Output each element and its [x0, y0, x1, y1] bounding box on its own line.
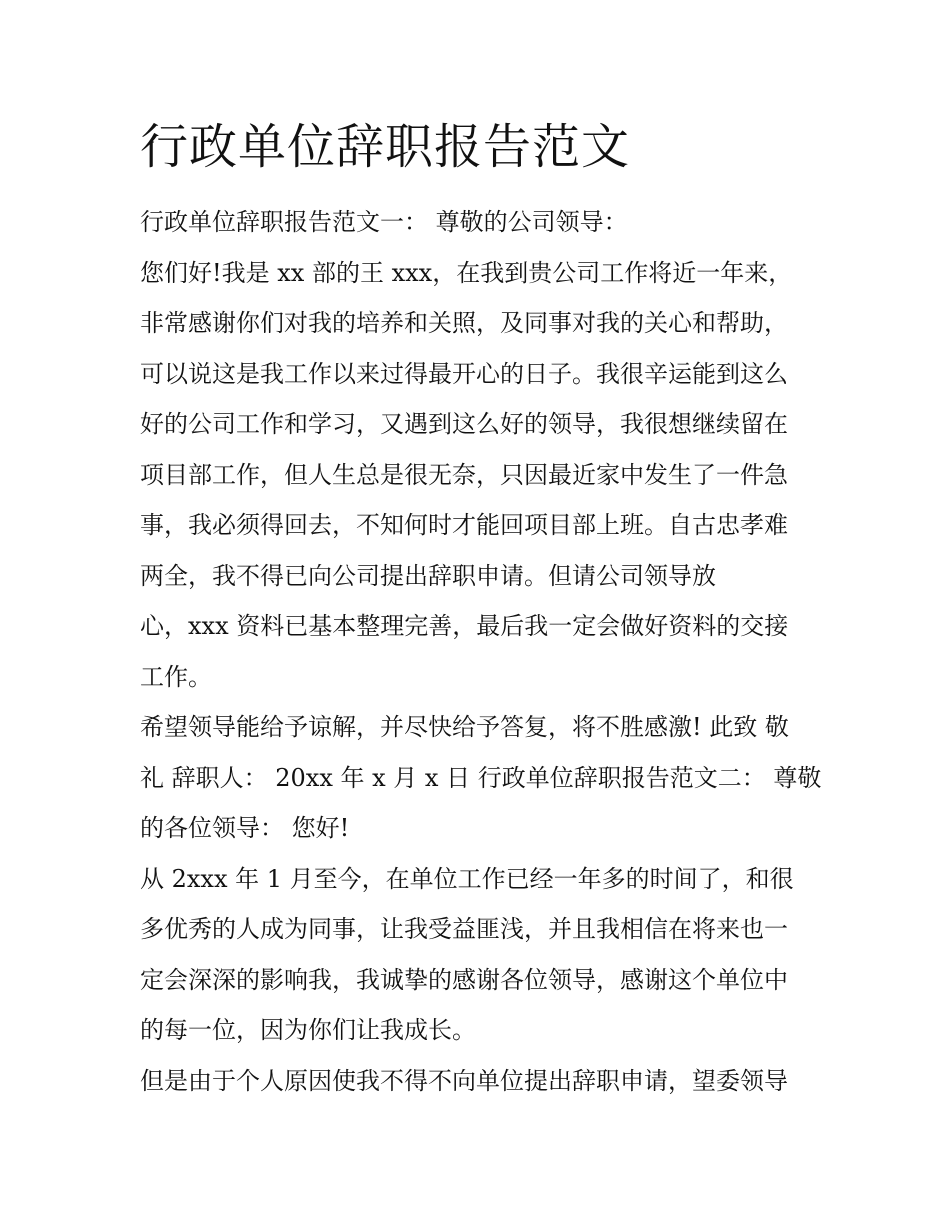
body-line: 的每一位，因为你们让我成长。 [140, 1016, 476, 1044]
body-line: 多优秀的人成为同事，让我受益匪浅，并且我相信在将来也一 [140, 915, 788, 943]
body-line: 定会深深的影响我，我诚挚的感谢各位领导，感谢这个单位中 [140, 966, 788, 994]
body-line: 心，xxx 资料已基本整理完善，最后我一定会做好资料的交接 [140, 612, 789, 640]
body-line: 项目部工作，但人生总是很无奈，只因最近家中发生了一件急 [140, 461, 788, 489]
body-line: 事，我必须得回去，不知何时才能回项目部上班。自古忠孝难 [140, 511, 788, 539]
document-title: 行政单位辞职报告范文 [140, 119, 631, 175]
body-line: 但是由于个人原因使我不得不向单位提出辞职申请，望委领导 [140, 1067, 788, 1095]
body-line: 可以说这是我工作以来过得最开心的日子。我很辛运能到这么 [140, 360, 788, 388]
body-line: 的各位领导： 您好! [140, 814, 350, 842]
body-line: 好的公司工作和学习，又遇到这么好的领导，我很想继续留在 [140, 410, 788, 438]
body-line: 非常感谢你们对我的培养和关照，及同事对我的关心和帮助， [140, 309, 788, 337]
body-line: 工作。 [140, 663, 212, 691]
body-line: 礼 辞职人： 20xx 年 x 月 x 日 行政单位辞职报告范文二： 尊敬 [140, 764, 822, 792]
body-line: 两全，我不得已向公司提出辞职申请。但请公司领导放 [140, 562, 716, 590]
body-line: 希望领导能给予谅解，并尽快给予答复，将不胜感激! 此致 敬 [140, 713, 789, 741]
body-line: 行政单位辞职报告范文一： 尊敬的公司领导： [140, 208, 628, 236]
body-line: 您们好!我是 xx 部的王 xxx，在我到贵公司工作将近一年来， [140, 259, 793, 287]
body-line: 从 2xxx 年 1 月至今，在单位工作已经一年多的时间了，和很 [140, 865, 794, 893]
